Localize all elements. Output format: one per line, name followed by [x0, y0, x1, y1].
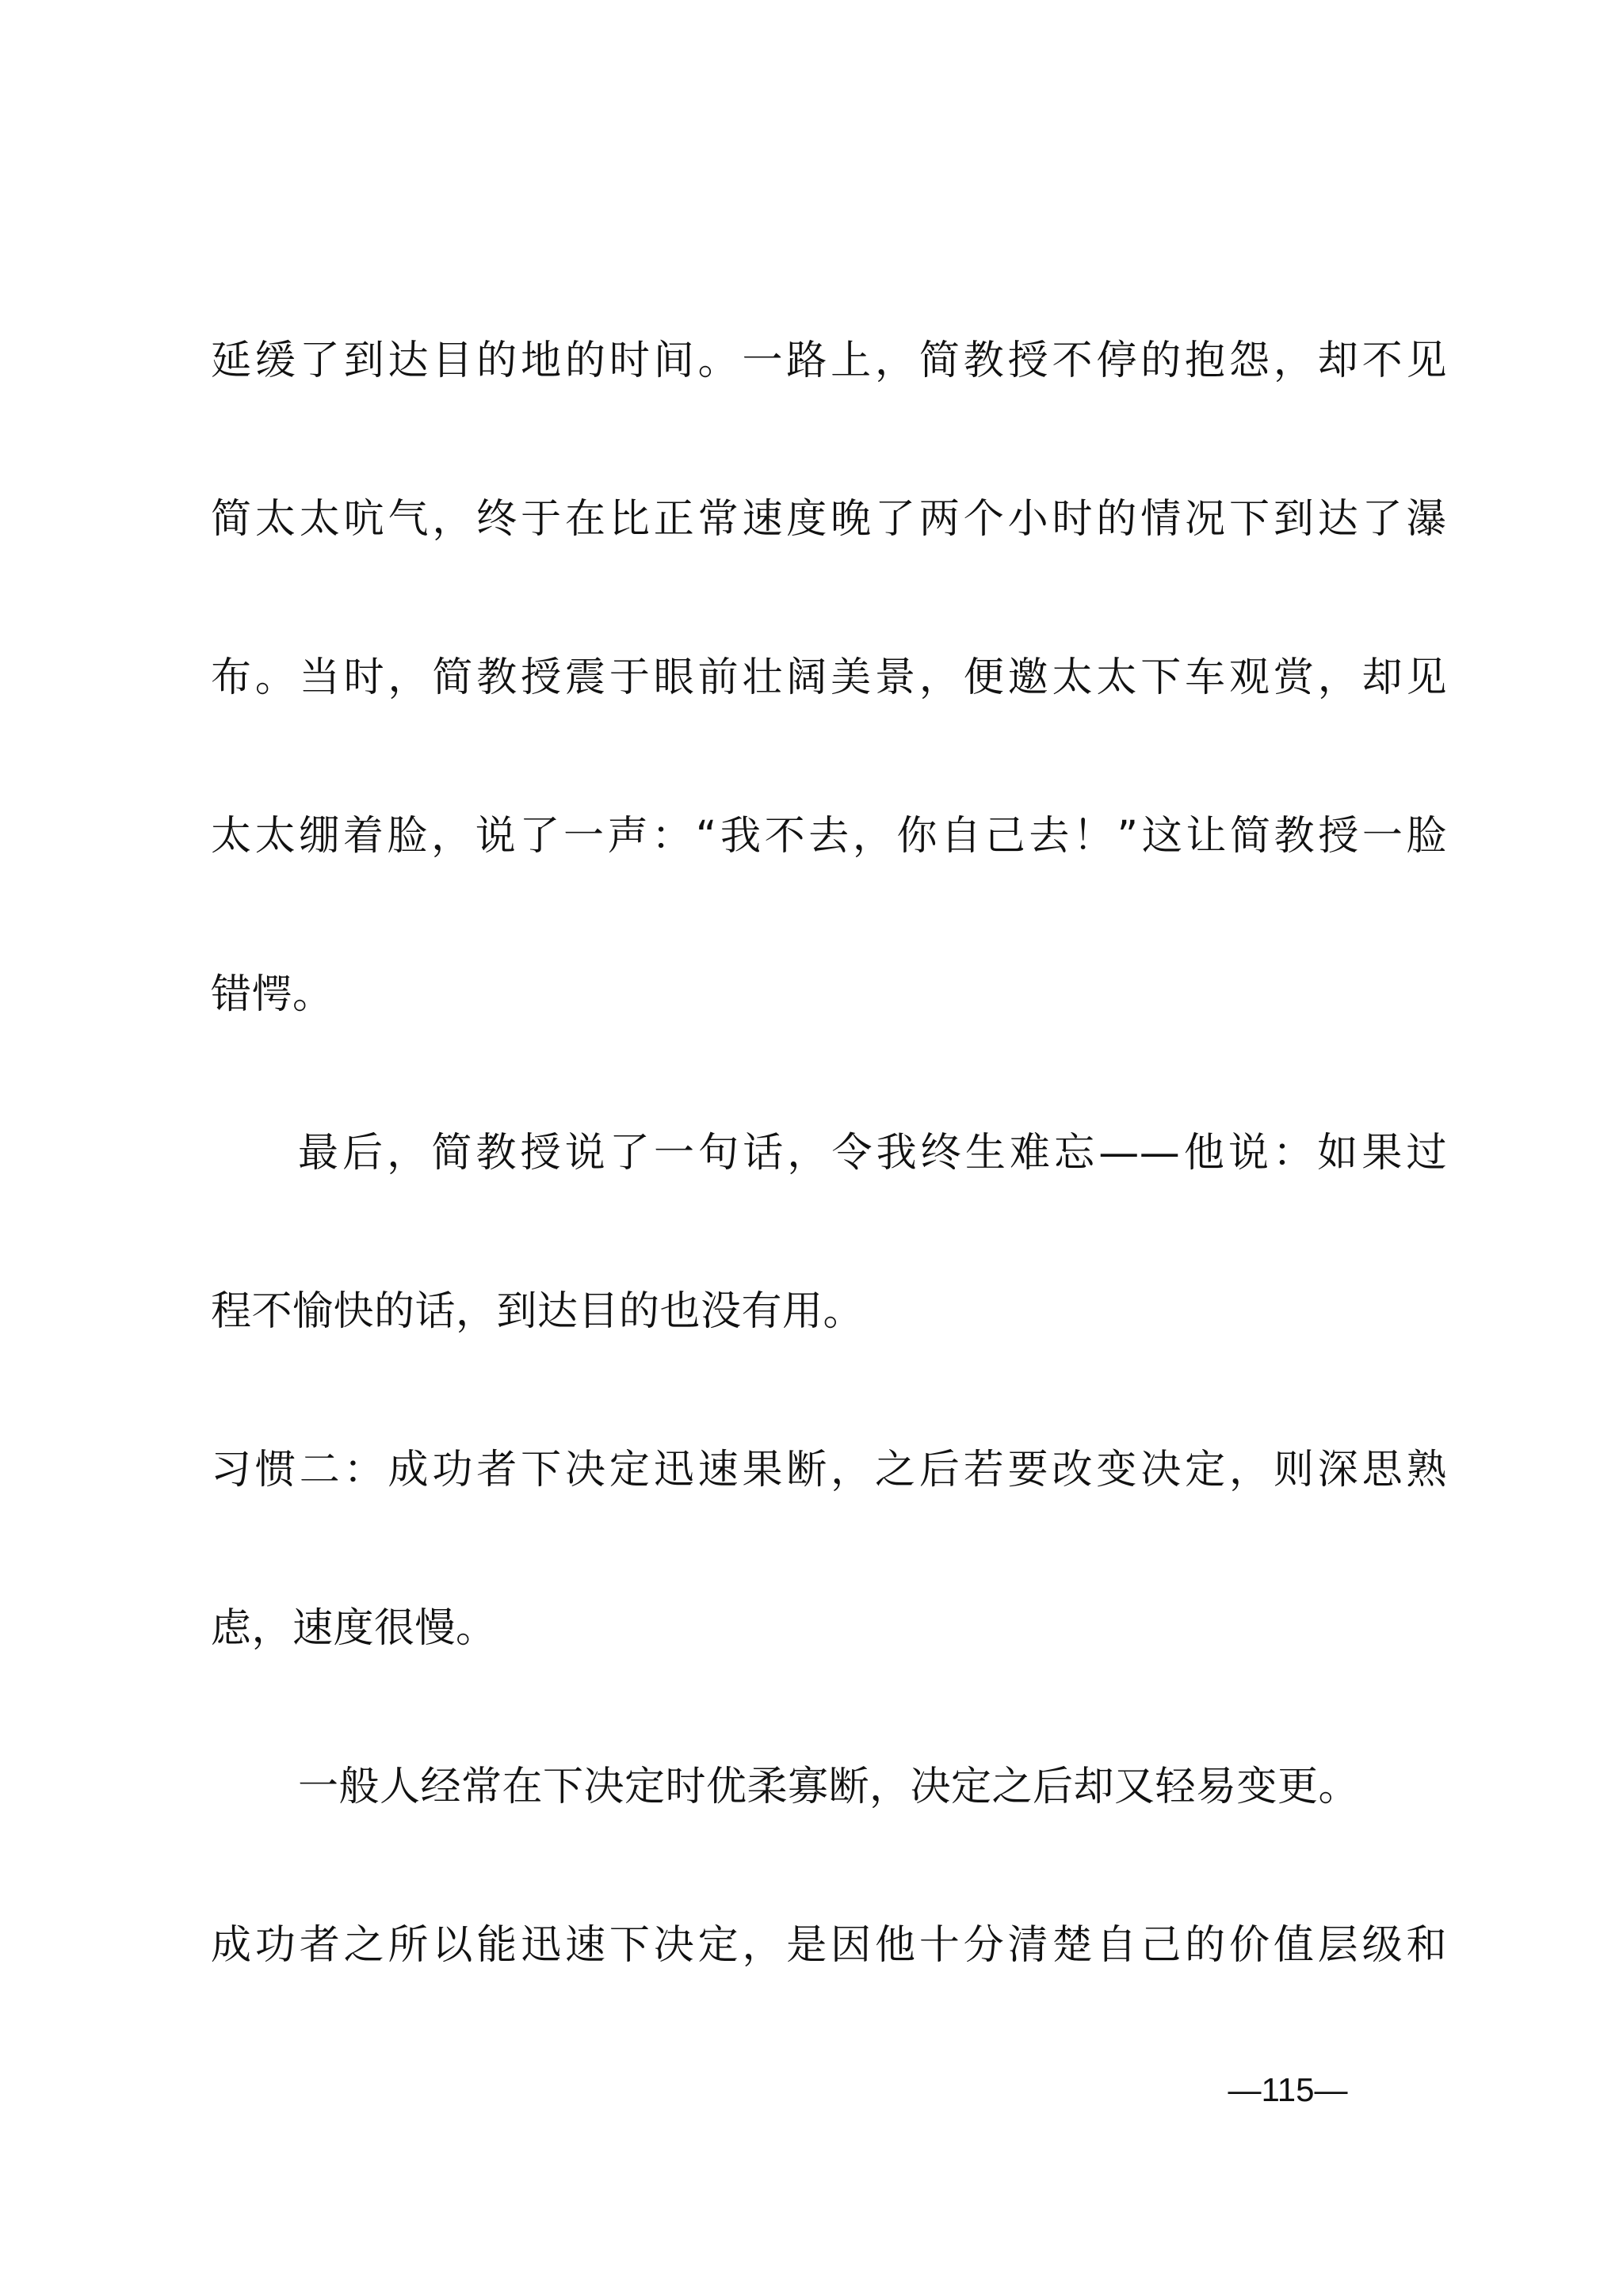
text-line: 太太绷着脸，说了一声：“我不去，你自己去！”这让简教授一脸 [211, 813, 1447, 860]
text-line: 简太太吭气，终于在比正常速度晚了两个小时的情况下到达了瀑 [211, 496, 1447, 543]
text-line: 错愕。 [211, 971, 334, 1018]
text-line: 成功者之所以能迅速下决定，是因他十分清楚自己的价值层级和 [211, 1922, 1447, 1969]
text-line: 一般人经常在下决定时优柔寡断，决定之后却又轻易变更。 [298, 1764, 1360, 1810]
text-line: 虑，速度很慢。 [211, 1605, 497, 1652]
text-line: 最后，简教授说了一句话，令我终生难忘——他说：如果过 [298, 1130, 1447, 1177]
page-number: —115— [1228, 2071, 1348, 2108]
text-line: 延缓了到达目的地的时间。一路上，简教授不停的抱怨，却不见 [211, 338, 1447, 384]
text-line: 布。当时，简教授震于眼前壮阔美景，便邀太太下车观赏，却见 [211, 654, 1447, 701]
text-line: 程不愉快的话，到达目的也没有用。 [211, 1288, 865, 1335]
section-heading-line: 习惯二：成功者下决定迅速果断，之后若要改变决定，则深思熟 [211, 1447, 1447, 1493]
